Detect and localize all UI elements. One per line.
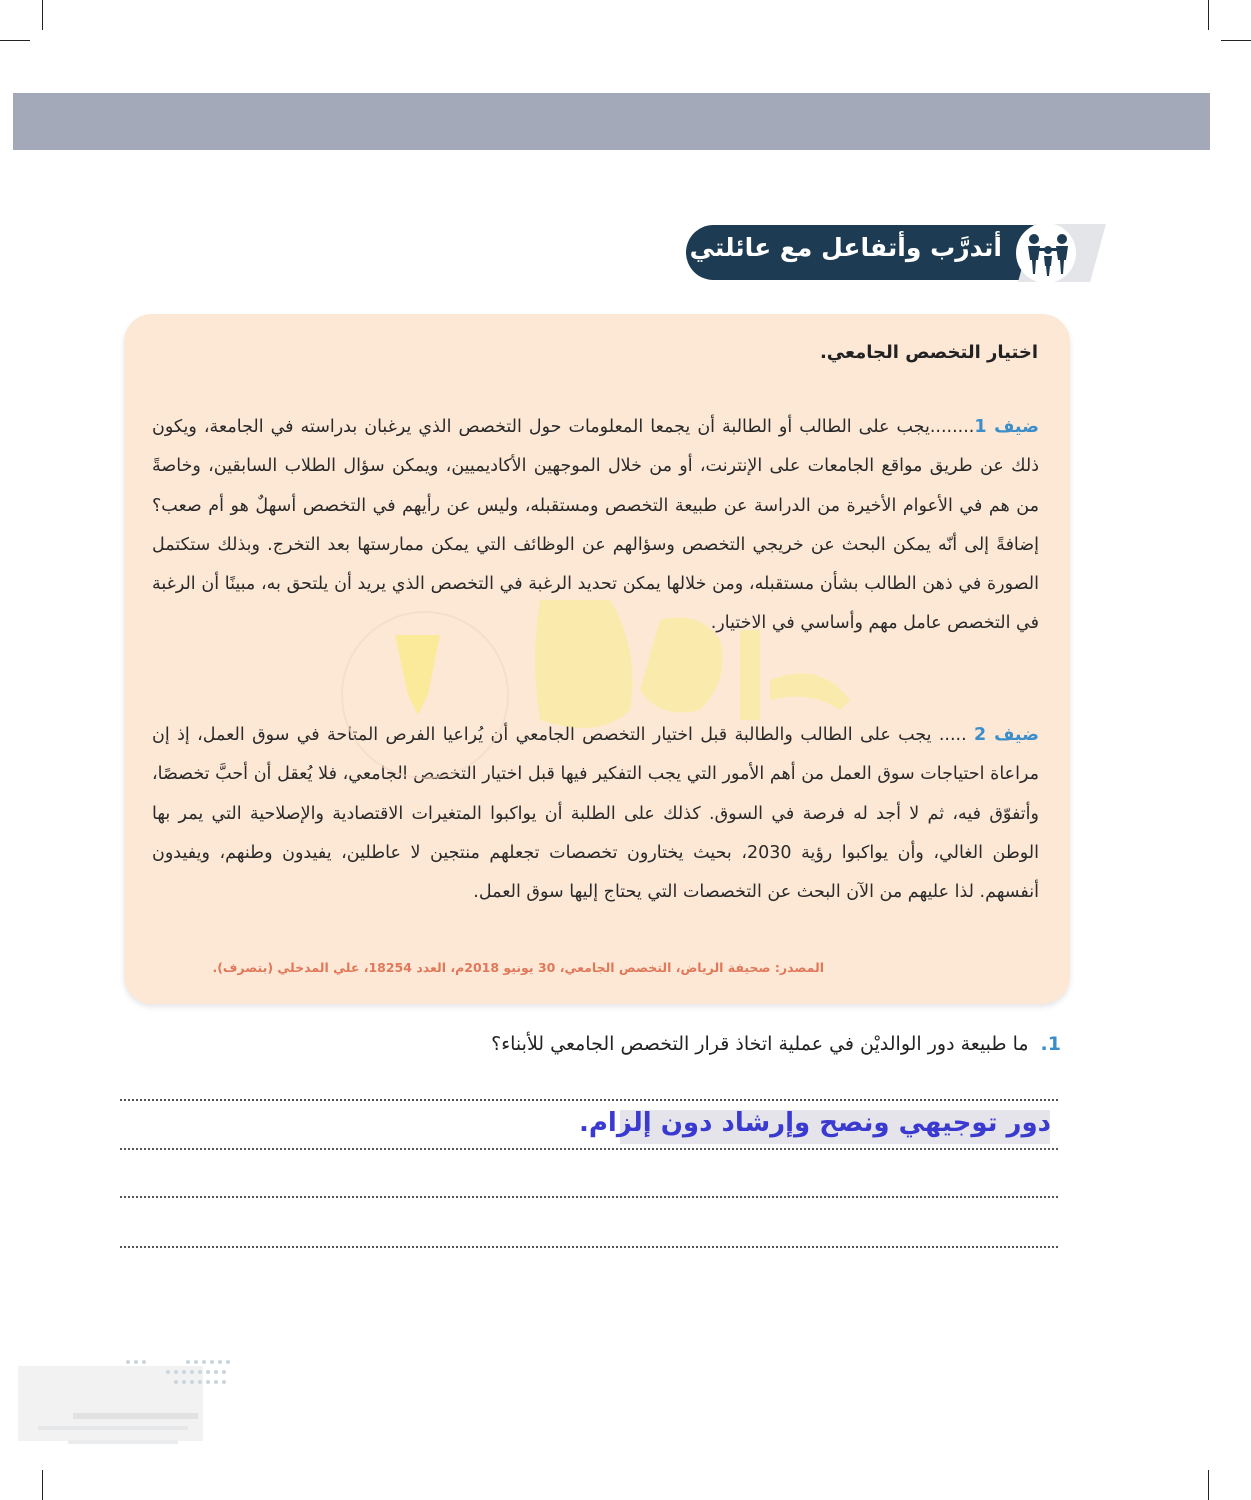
crop-mark	[42, 0, 43, 30]
article-source: المصدر: صحيفة الرياض، التخصص الجامعي، 30 يونيو 2018م، العدد 18254، علي المدخلي (بتصرف).	[212, 960, 824, 975]
crop-mark	[0, 40, 30, 41]
crop-mark	[42, 1470, 43, 1500]
answer-line	[120, 1099, 1058, 1101]
guest-1-text: ........يجب على الطالب أو الطالبة أن يجمعا المعلومات حول التخصص الذي يرغبان بدراسته في الجامعة، ويكون ذلك عن طريق مواقع الجامعات على الإنترنت، أو من خلال الموجهين الأكاديميين، ويمكن سؤال الطلاب السابقين، وخاصةً من هم في الأعوام الأخيرة من الدراسة عن طبيعة التخصص ومستقبله، وليس عن رأيهم في التخصص أسهلٌ هو أم صعب؟ إضافةً إلى أنّه يمكن البحث عن خريجي التخصص وسؤالهم عن الوظائف التي يمكن ممارستها بعد التخرج. وبذلك ستكتمل الصورة في ذهن الطالب بشأن مستقبله، ومن خلالها يمكن تحديد الرغبة في التخصص الذي يريد أن يلتحق به، مبينًا أن الرغبة في التخصص عامل مهم وأساسي في الاختيار.	[152, 417, 1039, 634]
answer-line	[120, 1148, 1058, 1150]
crop-mark	[1221, 40, 1251, 41]
guest-2-label: ضيف 2	[974, 725, 1039, 745]
question-1	[491, 1033, 1061, 1055]
answer-line	[120, 1246, 1058, 1248]
question-number: 1.	[1040, 1033, 1061, 1055]
guest-2-paragraph	[152, 716, 1039, 912]
guest-1-paragraph	[152, 408, 1039, 644]
guest-1-label: ضيف 1	[974, 417, 1039, 437]
section-banner	[686, 224, 1106, 282]
family-icon	[1025, 230, 1071, 278]
question-text: ما طبيعة دور الوالديْن في عملية اتخاذ قرار التخصص الجامعي للأبناء؟	[491, 1033, 1029, 1055]
crop-mark	[1208, 1470, 1209, 1500]
page-header-bar	[13, 93, 1210, 150]
answer-line	[120, 1196, 1058, 1198]
guest-2-text: ..... يجب على الطالب والطالبة قبل اختيار التخصص الجامعي أن يُراعيا الفرص المتاحة في سوق العمل، إذ إن مراعاة احتياجات سوق العمل من أهم الأمور التي يجب التفكير فيها قبل اختيار التخصص الجامعي، فلا يُعقل أن أحبَّ تخصصًا، وأتفوّق فيه، ثم لا أجد له فرصة في السوق. كذلك على الطلبة أن يواكبوا المتغيرات الاقتصادية والإصلاحية التي يمر بها الوطن الغالي، وأن يواكبوا رؤية 2030، بحيث يختارون تخصصات تجعلهم منتجين لا عاطلين، يفيدون وطنهم، ويفيدون أنفسهم. لذا عليهم من الآن البحث عن التخصصات التي يحتاج إليها سوق العمل.	[152, 725, 1039, 903]
crop-mark	[1208, 0, 1209, 30]
answer-text[interactable]: دور توجيهي ونصح وإرشاد دون إلزام.	[579, 1108, 1051, 1138]
article-heading: اختيار التخصص الجامعي.	[819, 342, 1038, 363]
banner-title: أتدرَّب وأتفاعل مع عائلتي	[689, 233, 1002, 262]
article-card	[124, 314, 1070, 1004]
ministry-logo	[18, 1356, 238, 1466]
